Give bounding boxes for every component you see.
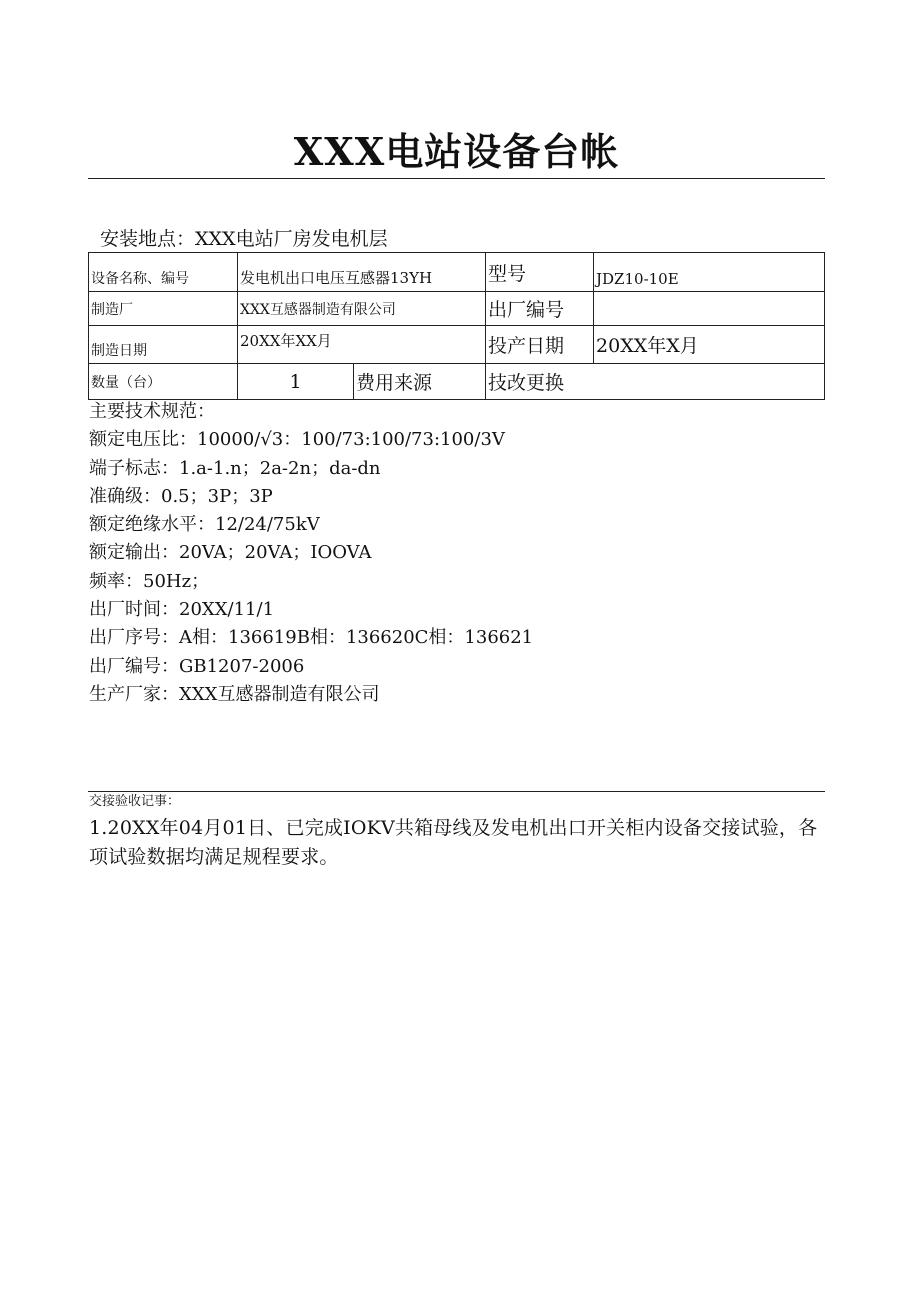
manufacturer-value: XXX互感器制造有限公司 bbox=[238, 292, 486, 326]
tech-specs bbox=[89, 398, 533, 709]
spec-heading: 主要技术规范： bbox=[89, 401, 215, 422]
spec-accuracy-class: 准确级：0.5；3P；3P bbox=[89, 485, 273, 507]
funding-label: 费用来源 bbox=[354, 364, 486, 400]
equipment-info-table bbox=[88, 252, 825, 400]
manufacturer-label: 制造厂 bbox=[89, 292, 238, 326]
spec-factory-serials: 出厂序号：A相：136619B相：136620C相：136621 bbox=[89, 627, 534, 649]
mfg-date-value: 20XX年XX月 bbox=[238, 326, 486, 364]
table-row bbox=[89, 364, 825, 400]
spec-frequency: 频率：50Hz； bbox=[89, 570, 210, 592]
title-divider bbox=[88, 178, 825, 179]
serial-label: 出厂编号 bbox=[486, 292, 594, 326]
commission-date-value: 20XX年X月 bbox=[594, 326, 825, 364]
spec-factory-date: 出厂时间：20XX/11/1 bbox=[89, 599, 275, 621]
table-row bbox=[89, 253, 825, 292]
commission-date-label: 投产日期 bbox=[486, 326, 594, 364]
device-name-label: 设备名称、编号 bbox=[89, 253, 238, 292]
quantity-label: 数量（台） bbox=[89, 364, 238, 400]
serial-value bbox=[594, 292, 825, 326]
table-row bbox=[89, 292, 825, 326]
spec-factory-number: 出厂编号：GB1207-2006 bbox=[89, 655, 305, 677]
model-label: 型号 bbox=[486, 253, 594, 292]
funding-value: 技改更换 bbox=[486, 364, 825, 400]
spec-rated-output: 额定输出：20VA；20VA；IOOVA bbox=[89, 542, 372, 564]
acceptance-label: 交接验收记事： bbox=[89, 794, 181, 809]
quantity-value: 1 bbox=[238, 364, 354, 400]
acceptance-divider bbox=[88, 791, 825, 792]
spec-insulation-level: 额定绝缘水平：12/24/75kV bbox=[89, 514, 320, 536]
model-value: JDZ10-10E bbox=[594, 253, 825, 292]
device-name-value: 发电机出口电压互感器13YH bbox=[238, 253, 486, 292]
spec-rated-voltage-ratio: 额定电压比：10000/√3：100/73:100/73:100/3V bbox=[89, 429, 505, 451]
spec-terminal-marking: 端子标志：1.a-1.n；2a-2n；da-dn bbox=[89, 457, 381, 479]
mfg-date-label: 制造日期 bbox=[89, 326, 238, 364]
page-title: XXX电站设备台帐 bbox=[293, 129, 620, 174]
spec-manufacturer: 生产厂家：XXX互感器制造有限公司 bbox=[89, 683, 380, 705]
acceptance-text: 1.20XX年04月01日、已完成IOKV共箱母线及发电机出口开关柜内设备交接试验，各项试验数据均满足规程要求。 bbox=[89, 817, 818, 868]
install-location: 安装地点：XXX电站厂房发电机层 bbox=[100, 228, 388, 250]
table-row bbox=[89, 326, 825, 364]
